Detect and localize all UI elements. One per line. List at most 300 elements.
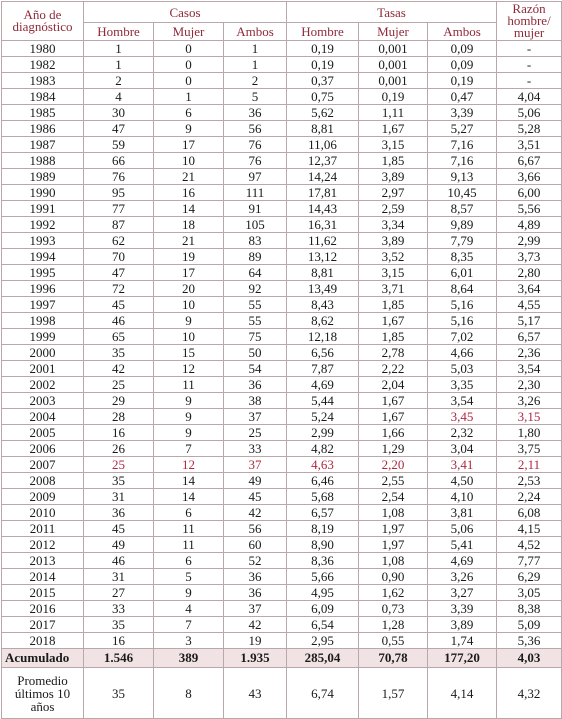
cases-both: 54 bbox=[224, 361, 287, 377]
rate-both: 9,13 bbox=[428, 169, 497, 185]
year-cell: 1996 bbox=[2, 281, 84, 297]
table-row bbox=[2, 233, 562, 249]
table-body bbox=[2, 41, 562, 719]
table-row bbox=[2, 329, 562, 345]
cases-both: 83 bbox=[224, 233, 287, 249]
cases-women: 11 bbox=[154, 537, 224, 553]
ratio: 5,17 bbox=[497, 313, 562, 329]
ratio: 3,66 bbox=[497, 169, 562, 185]
cases-women: 19 bbox=[154, 249, 224, 265]
cases-both: 37 bbox=[224, 409, 287, 425]
table-row bbox=[2, 313, 562, 329]
total-cases-women: 389 bbox=[154, 649, 224, 668]
cases-men: 35 bbox=[84, 617, 154, 633]
rate-men: 8,36 bbox=[287, 553, 359, 569]
year-cell: 1988 bbox=[2, 153, 84, 169]
table-row bbox=[2, 121, 562, 137]
table-row bbox=[2, 41, 562, 57]
rate-both: 4,66 bbox=[428, 345, 497, 361]
cases-women: 11 bbox=[154, 377, 224, 393]
table-row bbox=[2, 297, 562, 313]
year-cell: 2013 bbox=[2, 553, 84, 569]
cases-both: 97 bbox=[224, 169, 287, 185]
cases-women: 6 bbox=[154, 553, 224, 569]
ratio: 4,15 bbox=[497, 521, 562, 537]
year-cell: 1990 bbox=[2, 185, 84, 201]
cases-women: 4 bbox=[154, 601, 224, 617]
rate-men: 0,75 bbox=[287, 89, 359, 105]
table-row bbox=[2, 441, 562, 457]
rate-women: 1,67 bbox=[359, 393, 428, 409]
cases-men: 59 bbox=[84, 137, 154, 153]
rate-men: 17,81 bbox=[287, 185, 359, 201]
total-rate-both: 177,20 bbox=[428, 649, 497, 668]
rate-men: 5,66 bbox=[287, 569, 359, 585]
cases-men: 25 bbox=[84, 377, 154, 393]
cases-men: 31 bbox=[84, 489, 154, 505]
table-row bbox=[2, 489, 562, 505]
cases-men: 45 bbox=[84, 521, 154, 537]
cases-both: 105 bbox=[224, 217, 287, 233]
cases-women: 10 bbox=[154, 297, 224, 313]
year-cell: 1985 bbox=[2, 105, 84, 121]
ratio: 6,08 bbox=[497, 505, 562, 521]
rate-women: 2,78 bbox=[359, 345, 428, 361]
cases-men: 62 bbox=[84, 233, 154, 249]
table-row bbox=[2, 537, 562, 553]
cases-both: 1 bbox=[224, 57, 287, 73]
rate-women: 3,52 bbox=[359, 249, 428, 265]
year-cell: 2000 bbox=[2, 345, 84, 361]
rate-both: 8,57 bbox=[428, 201, 497, 217]
total-rate-men: 285,04 bbox=[287, 649, 359, 668]
average-cases-women: 8 bbox=[154, 668, 224, 719]
ratio: 3,26 bbox=[497, 393, 562, 409]
cases-women: 21 bbox=[154, 169, 224, 185]
rate-both: 1,74 bbox=[428, 633, 497, 649]
ratio: 2,30 bbox=[497, 377, 562, 393]
average-row bbox=[2, 668, 562, 719]
rate-men: 0,19 bbox=[287, 57, 359, 73]
ratio: 4,04 bbox=[497, 89, 562, 105]
year-cell: 2011 bbox=[2, 521, 84, 537]
rate-both: 3,41 bbox=[428, 457, 497, 473]
rate-men: 4,82 bbox=[287, 441, 359, 457]
table-row bbox=[2, 265, 562, 281]
cases-women: 7 bbox=[154, 441, 224, 457]
rate-women: 0,19 bbox=[359, 89, 428, 105]
header-cases-both: Ambos bbox=[224, 23, 287, 41]
rate-women: 1,97 bbox=[359, 521, 428, 537]
ratio: 3,75 bbox=[497, 441, 562, 457]
rate-both: 4,50 bbox=[428, 473, 497, 489]
cases-both: 76 bbox=[224, 153, 287, 169]
cases-both: 45 bbox=[224, 489, 287, 505]
cases-both: 5 bbox=[224, 89, 287, 105]
table-row bbox=[2, 457, 562, 473]
rate-women: 0,55 bbox=[359, 633, 428, 649]
cases-both: 50 bbox=[224, 345, 287, 361]
cases-women: 9 bbox=[154, 585, 224, 601]
year-cell: 2005 bbox=[2, 425, 84, 441]
year-cell: 2014 bbox=[2, 569, 84, 585]
cases-both: 38 bbox=[224, 393, 287, 409]
year-cell: 1995 bbox=[2, 265, 84, 281]
table-row bbox=[2, 553, 562, 569]
ratio: 7,77 bbox=[497, 553, 562, 569]
rate-women: 2,59 bbox=[359, 201, 428, 217]
cases-men: 16 bbox=[84, 633, 154, 649]
year-cell: 1989 bbox=[2, 169, 84, 185]
cases-women: 5 bbox=[154, 569, 224, 585]
cases-women: 9 bbox=[154, 121, 224, 137]
year-cell: 1998 bbox=[2, 313, 84, 329]
year-cell: 1997 bbox=[2, 297, 84, 313]
rate-both: 5,16 bbox=[428, 313, 497, 329]
cases-both: 49 bbox=[224, 473, 287, 489]
cases-women: 16 bbox=[154, 185, 224, 201]
ratio: 3,51 bbox=[497, 137, 562, 153]
ratio: 2,53 bbox=[497, 473, 562, 489]
ratio: 5,36 bbox=[497, 633, 562, 649]
rate-women: 3,71 bbox=[359, 281, 428, 297]
average-label: Promedio últimos 10 años bbox=[2, 668, 84, 719]
cases-women: 9 bbox=[154, 425, 224, 441]
ratio: - bbox=[497, 41, 562, 57]
cases-women: 15 bbox=[154, 345, 224, 361]
header-rates: Tasas bbox=[287, 2, 497, 23]
table-row bbox=[2, 521, 562, 537]
rate-both: 0,09 bbox=[428, 57, 497, 73]
rate-women: 3,89 bbox=[359, 169, 428, 185]
cases-women: 14 bbox=[154, 489, 224, 505]
cases-men: 30 bbox=[84, 105, 154, 121]
rate-women: 3,34 bbox=[359, 217, 428, 233]
ratio: - bbox=[497, 57, 562, 73]
rate-both: 3,39 bbox=[428, 601, 497, 617]
header-year: Año de diagnóstico bbox=[2, 2, 84, 41]
table-row bbox=[2, 585, 562, 601]
cases-both: 52 bbox=[224, 553, 287, 569]
year-cell: 2007 bbox=[2, 457, 84, 473]
cases-men: 16 bbox=[84, 425, 154, 441]
ratio: 4,89 bbox=[497, 217, 562, 233]
rate-women: 2,54 bbox=[359, 489, 428, 505]
ratio: 4,52 bbox=[497, 537, 562, 553]
table-row bbox=[2, 169, 562, 185]
rate-women: 3,15 bbox=[359, 137, 428, 153]
year-cell: 2017 bbox=[2, 617, 84, 633]
rate-women: 1,08 bbox=[359, 505, 428, 521]
cases-men: 36 bbox=[84, 505, 154, 521]
rate-men: 5,44 bbox=[287, 393, 359, 409]
header-rates-both: Ambos bbox=[428, 23, 497, 41]
ratio: 3,73 bbox=[497, 249, 562, 265]
table-row bbox=[2, 201, 562, 217]
cases-both: 37 bbox=[224, 601, 287, 617]
hiv-cases-table bbox=[1, 1, 562, 719]
rate-men: 7,87 bbox=[287, 361, 359, 377]
rate-women: 1,85 bbox=[359, 297, 428, 313]
rate-both: 3,35 bbox=[428, 377, 497, 393]
table-row bbox=[2, 89, 562, 105]
rate-both: 0,09 bbox=[428, 41, 497, 57]
header-rates-men: Hombre bbox=[287, 23, 359, 41]
cases-men: 1 bbox=[84, 41, 154, 57]
cases-both: 55 bbox=[224, 313, 287, 329]
total-row bbox=[2, 649, 562, 668]
ratio: 5,56 bbox=[497, 201, 562, 217]
rate-both: 3,54 bbox=[428, 393, 497, 409]
year-cell: 2016 bbox=[2, 601, 84, 617]
rate-men: 2,95 bbox=[287, 633, 359, 649]
year-cell: 1994 bbox=[2, 249, 84, 265]
cases-men: 87 bbox=[84, 217, 154, 233]
cases-both: 25 bbox=[224, 425, 287, 441]
year-cell: 1980 bbox=[2, 41, 84, 57]
rate-both: 5,41 bbox=[428, 537, 497, 553]
cases-women: 14 bbox=[154, 201, 224, 217]
ratio: 5,06 bbox=[497, 105, 562, 121]
cases-men: 45 bbox=[84, 297, 154, 313]
cases-men: 4 bbox=[84, 89, 154, 105]
table-row bbox=[2, 249, 562, 265]
cases-women: 6 bbox=[154, 505, 224, 521]
rate-men: 8,62 bbox=[287, 313, 359, 329]
ratio: 3,15 bbox=[497, 409, 562, 425]
cases-men: 2 bbox=[84, 73, 154, 89]
ratio: - bbox=[497, 73, 562, 89]
rate-both: 0,19 bbox=[428, 73, 497, 89]
year-cell: 1983 bbox=[2, 73, 84, 89]
year-cell: 1992 bbox=[2, 217, 84, 233]
cases-both: 42 bbox=[224, 617, 287, 633]
table-row bbox=[2, 281, 562, 297]
table-row bbox=[2, 73, 562, 89]
rate-both: 7,79 bbox=[428, 233, 497, 249]
average-rate-women: 1,57 bbox=[359, 668, 428, 719]
rate-men: 11,06 bbox=[287, 137, 359, 153]
cases-men: 76 bbox=[84, 169, 154, 185]
rate-women: 1,08 bbox=[359, 553, 428, 569]
cases-men: 35 bbox=[84, 473, 154, 489]
ratio: 8,38 bbox=[497, 601, 562, 617]
cases-both: 36 bbox=[224, 569, 287, 585]
header-rates-women: Mujer bbox=[359, 23, 428, 41]
year-cell: 2002 bbox=[2, 377, 84, 393]
year-cell: 2003 bbox=[2, 393, 84, 409]
cases-men: 26 bbox=[84, 441, 154, 457]
rate-both: 3,39 bbox=[428, 105, 497, 121]
cases-women: 17 bbox=[154, 265, 224, 281]
average-rate-both: 4,14 bbox=[428, 668, 497, 719]
ratio: 6,00 bbox=[497, 185, 562, 201]
rate-both: 7,16 bbox=[428, 153, 497, 169]
cases-both: 36 bbox=[224, 377, 287, 393]
cases-men: 28 bbox=[84, 409, 154, 425]
cases-both: 92 bbox=[224, 281, 287, 297]
ratio: 3,64 bbox=[497, 281, 562, 297]
cases-both: 33 bbox=[224, 441, 287, 457]
total-rate-women: 70,78 bbox=[359, 649, 428, 668]
rate-men: 0,19 bbox=[287, 41, 359, 57]
rate-women: 2,97 bbox=[359, 185, 428, 201]
rate-men: 6,46 bbox=[287, 473, 359, 489]
cases-men: 66 bbox=[84, 153, 154, 169]
header-cases: Casos bbox=[84, 2, 287, 23]
year-cell: 2006 bbox=[2, 441, 84, 457]
rate-men: 4,63 bbox=[287, 457, 359, 473]
rate-men: 8,90 bbox=[287, 537, 359, 553]
rate-women: 1,85 bbox=[359, 153, 428, 169]
rate-both: 7,02 bbox=[428, 329, 497, 345]
year-cell: 1999 bbox=[2, 329, 84, 345]
ratio: 2,80 bbox=[497, 265, 562, 281]
cases-both: 36 bbox=[224, 585, 287, 601]
rate-women: 1,67 bbox=[359, 121, 428, 137]
cases-both: 36 bbox=[224, 105, 287, 121]
rate-both: 5,06 bbox=[428, 521, 497, 537]
cases-women: 6 bbox=[154, 105, 224, 121]
table-header bbox=[2, 2, 562, 41]
ratio: 6,67 bbox=[497, 153, 562, 169]
ratio: 6,29 bbox=[497, 569, 562, 585]
year-cell: 1986 bbox=[2, 121, 84, 137]
ratio: 3,05 bbox=[497, 585, 562, 601]
rate-both: 7,16 bbox=[428, 137, 497, 153]
rate-women: 1,11 bbox=[359, 105, 428, 121]
rate-women: 0,001 bbox=[359, 57, 428, 73]
rate-men: 14,43 bbox=[287, 201, 359, 217]
cases-men: 95 bbox=[84, 185, 154, 201]
rate-women: 1,62 bbox=[359, 585, 428, 601]
rate-women: 1,66 bbox=[359, 425, 428, 441]
cases-both: 19 bbox=[224, 633, 287, 649]
rate-men: 5,68 bbox=[287, 489, 359, 505]
rate-women: 0,001 bbox=[359, 41, 428, 57]
cases-women: 17 bbox=[154, 137, 224, 153]
ratio: 2,24 bbox=[497, 489, 562, 505]
rate-women: 1,28 bbox=[359, 617, 428, 633]
rate-men: 13,49 bbox=[287, 281, 359, 297]
cases-both: 60 bbox=[224, 537, 287, 553]
cases-men: 77 bbox=[84, 201, 154, 217]
rate-men: 5,62 bbox=[287, 105, 359, 121]
rate-both: 4,69 bbox=[428, 553, 497, 569]
table-row bbox=[2, 505, 562, 521]
cases-both: 111 bbox=[224, 185, 287, 201]
rate-women: 1,85 bbox=[359, 329, 428, 345]
cases-men: 33 bbox=[84, 601, 154, 617]
cases-women: 9 bbox=[154, 393, 224, 409]
rate-both: 9,89 bbox=[428, 217, 497, 233]
cases-both: 37 bbox=[224, 457, 287, 473]
rate-women: 2,04 bbox=[359, 377, 428, 393]
cases-women: 0 bbox=[154, 57, 224, 73]
cases-women: 10 bbox=[154, 153, 224, 169]
ratio: 1,80 bbox=[497, 425, 562, 441]
rate-women: 1,29 bbox=[359, 441, 428, 457]
table-row bbox=[2, 57, 562, 73]
rate-both: 3,45 bbox=[428, 409, 497, 425]
year-cell: 1991 bbox=[2, 201, 84, 217]
year-cell: 1984 bbox=[2, 89, 84, 105]
cases-women: 11 bbox=[154, 521, 224, 537]
table-row bbox=[2, 569, 562, 585]
year-cell: 1982 bbox=[2, 57, 84, 73]
year-cell: 2010 bbox=[2, 505, 84, 521]
cases-both: 64 bbox=[224, 265, 287, 281]
ratio: 4,55 bbox=[497, 297, 562, 313]
cases-men: 46 bbox=[84, 553, 154, 569]
header-ratio: Razón hombre/ mujer bbox=[497, 2, 562, 41]
ratio: 5,28 bbox=[497, 121, 562, 137]
rate-men: 8,81 bbox=[287, 265, 359, 281]
cases-women: 14 bbox=[154, 473, 224, 489]
rate-women: 3,89 bbox=[359, 233, 428, 249]
cases-both: 76 bbox=[224, 137, 287, 153]
rate-both: 3,81 bbox=[428, 505, 497, 521]
rate-women: 2,22 bbox=[359, 361, 428, 377]
year-cell: 2018 bbox=[2, 633, 84, 649]
rate-both: 4,10 bbox=[428, 489, 497, 505]
year-cell: 2012 bbox=[2, 537, 84, 553]
table-row bbox=[2, 137, 562, 153]
rate-both: 3,27 bbox=[428, 585, 497, 601]
ratio: 2,11 bbox=[497, 457, 562, 473]
rate-men: 8,81 bbox=[287, 121, 359, 137]
cases-women: 1 bbox=[154, 89, 224, 105]
rate-men: 4,95 bbox=[287, 585, 359, 601]
cases-men: 1 bbox=[84, 57, 154, 73]
cases-men: 47 bbox=[84, 121, 154, 137]
average-cases-men: 35 bbox=[84, 668, 154, 719]
rate-women: 2,20 bbox=[359, 457, 428, 473]
rate-both: 3,04 bbox=[428, 441, 497, 457]
cases-men: 42 bbox=[84, 361, 154, 377]
rate-men: 13,12 bbox=[287, 249, 359, 265]
rate-men: 6,56 bbox=[287, 345, 359, 361]
rate-both: 3,26 bbox=[428, 569, 497, 585]
cases-men: 49 bbox=[84, 537, 154, 553]
table-row bbox=[2, 361, 562, 377]
average-ratio: 4,32 bbox=[497, 668, 562, 719]
rate-men: 6,54 bbox=[287, 617, 359, 633]
cases-men: 31 bbox=[84, 569, 154, 585]
cases-both: 2 bbox=[224, 73, 287, 89]
total-cases-both: 1.935 bbox=[224, 649, 287, 668]
year-cell: 2001 bbox=[2, 361, 84, 377]
cases-women: 10 bbox=[154, 329, 224, 345]
average-rate-men: 6,74 bbox=[287, 668, 359, 719]
year-cell: 2015 bbox=[2, 585, 84, 601]
table-row bbox=[2, 601, 562, 617]
year-cell: 2008 bbox=[2, 473, 84, 489]
rate-men: 12,37 bbox=[287, 153, 359, 169]
rate-both: 5,27 bbox=[428, 121, 497, 137]
table-row bbox=[2, 105, 562, 121]
total-label: Acumulado bbox=[2, 649, 84, 668]
cases-both: 55 bbox=[224, 297, 287, 313]
rate-both: 2,32 bbox=[428, 425, 497, 441]
cases-women: 7 bbox=[154, 617, 224, 633]
year-cell: 2004 bbox=[2, 409, 84, 425]
rate-men: 0,37 bbox=[287, 73, 359, 89]
cases-men: 25 bbox=[84, 457, 154, 473]
header-cases-men: Hombre bbox=[84, 23, 154, 41]
cases-women: 12 bbox=[154, 457, 224, 473]
cases-women: 0 bbox=[154, 41, 224, 57]
